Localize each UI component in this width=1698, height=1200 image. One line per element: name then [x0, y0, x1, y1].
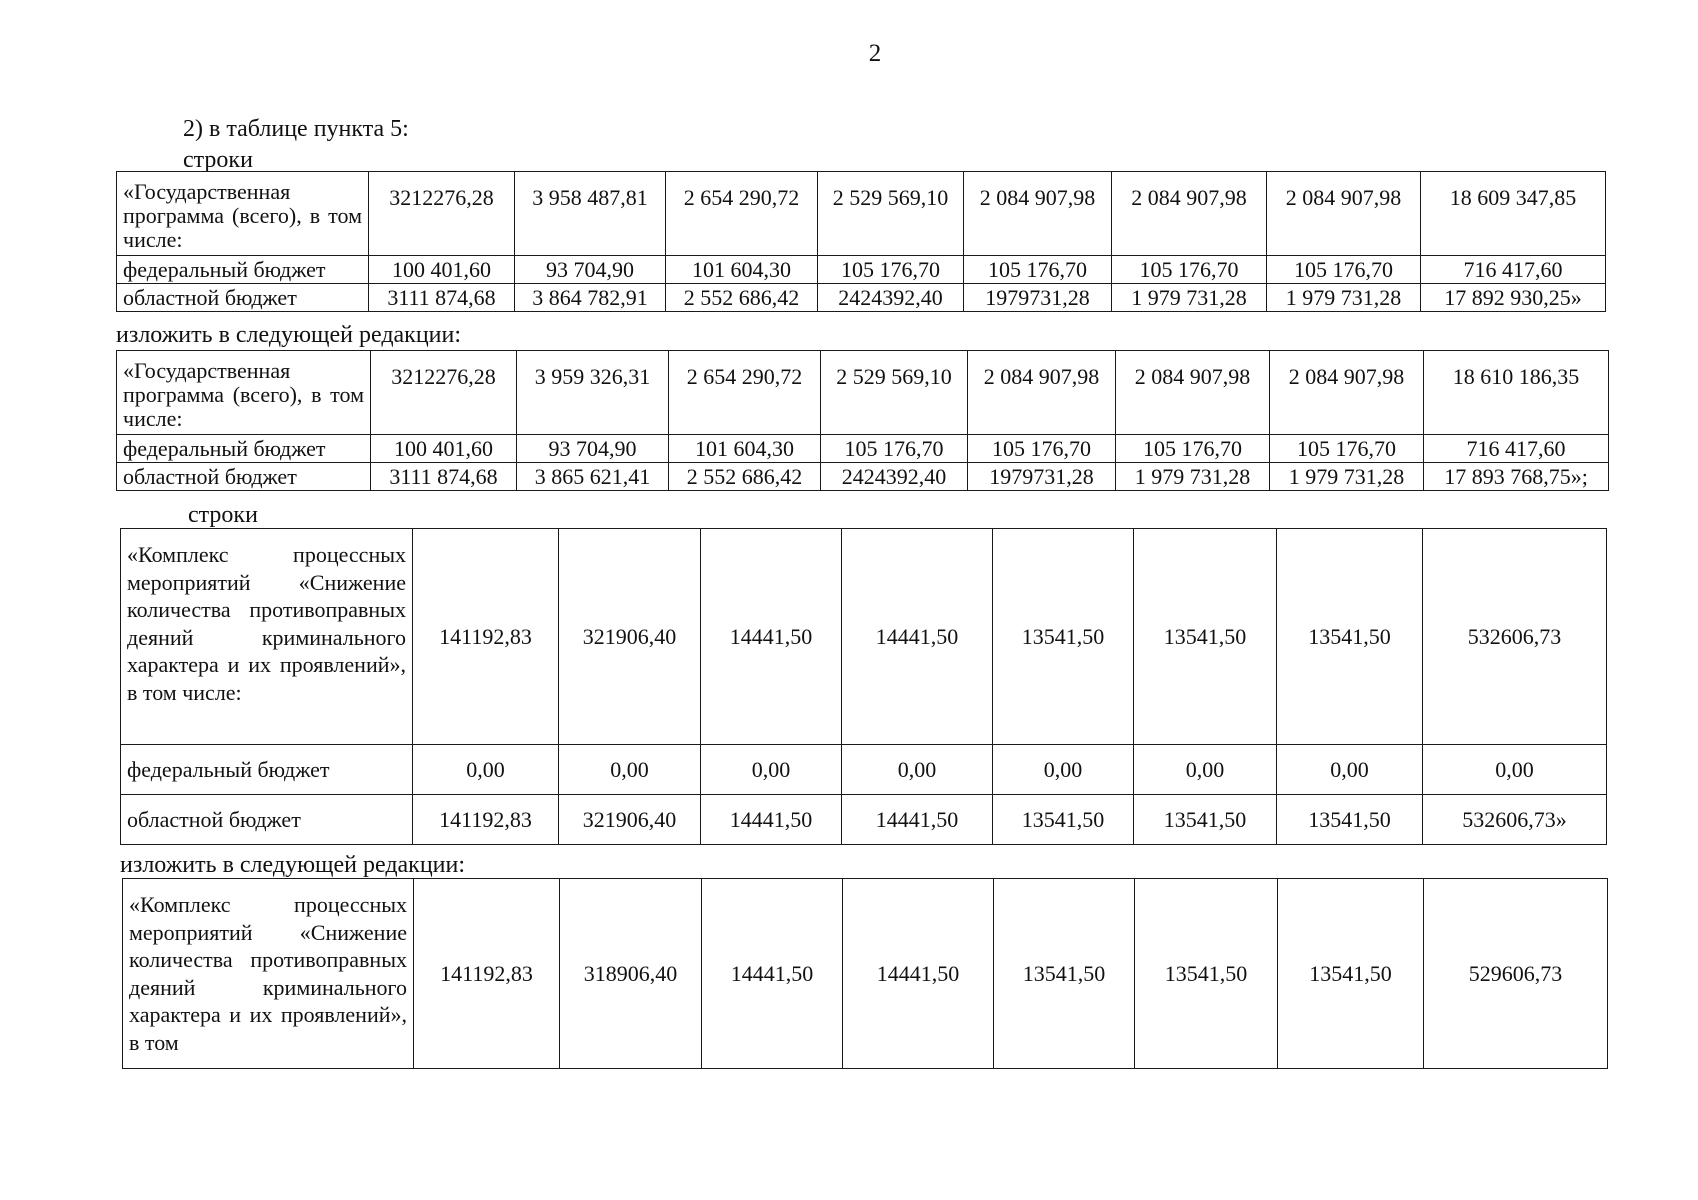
- table-row: [117, 351, 1609, 435]
- cell: 3 865 621,41: [517, 463, 669, 491]
- replace-label-1: изложить в следующей редакции:: [116, 322, 462, 348]
- cell: 105 176,70: [1112, 256, 1267, 284]
- cell: 716 417,60: [1424, 435, 1609, 463]
- cell: 0,00: [1423, 745, 1607, 795]
- cell: 2 654 290,72: [666, 172, 818, 256]
- cell: 14441,50: [842, 795, 993, 845]
- cell: 105 176,70: [821, 435, 968, 463]
- table-row: [117, 256, 1606, 284]
- cell: 0,00: [701, 745, 842, 795]
- cell: 14441,50: [701, 529, 842, 745]
- cell: 2 084 907,98: [1112, 172, 1267, 256]
- cell: 1979731,28: [968, 463, 1116, 491]
- cell: 2 084 907,98: [1270, 351, 1424, 435]
- cell: 2 654 290,72: [669, 351, 821, 435]
- cell: 14441,50: [702, 879, 843, 1069]
- cell: 13541,50: [1277, 529, 1423, 745]
- table-new-complex: [122, 878, 1608, 1069]
- cell: 14441,50: [843, 879, 994, 1069]
- cell: 105 176,70: [1270, 435, 1424, 463]
- cell: 13541,50: [1134, 795, 1277, 845]
- cell: 0,00: [559, 745, 701, 795]
- cell: 2 084 907,98: [968, 351, 1116, 435]
- cell: 105 176,70: [968, 435, 1116, 463]
- cell: 0,00: [842, 745, 993, 795]
- cell: 2 084 907,98: [964, 172, 1112, 256]
- cell: 101 604,30: [666, 256, 818, 284]
- row-label: областной бюджет: [117, 284, 369, 312]
- cell: 0,00: [413, 745, 559, 795]
- rows-label-2: строки: [188, 502, 258, 528]
- cell: 2 529 569,10: [818, 172, 964, 256]
- cell: 0,00: [1134, 745, 1277, 795]
- table-old-complex: [120, 528, 1607, 845]
- cell: 100 401,60: [369, 256, 515, 284]
- cell: 13541,50: [994, 879, 1135, 1069]
- cell: 2424392,40: [821, 463, 968, 491]
- cell: 2424392,40: [818, 284, 964, 312]
- table-row: [117, 463, 1609, 491]
- cell: 1 979 731,28: [1267, 284, 1421, 312]
- cell: 17 893 768,75»;: [1424, 463, 1609, 491]
- row-label: «Комплекс процессных мероприятий «Снижение количества противоправных деяний криминального характера и их проявлений», в том: [123, 879, 414, 1069]
- cell: 321906,40: [559, 795, 701, 845]
- cell: 3111 874,68: [369, 284, 515, 312]
- cell: 3212276,28: [371, 351, 517, 435]
- cell: 3111 874,68: [371, 463, 517, 491]
- row-label: областной бюджет: [121, 795, 413, 845]
- cell: 3 864 782,91: [515, 284, 666, 312]
- cell: 1979731,28: [964, 284, 1112, 312]
- row-label: федеральный бюджет: [117, 256, 369, 284]
- row-label: областной бюджет: [117, 463, 371, 491]
- row-label: «Комплекс процессных мероприятий «Снижение количества противоправных деяний криминального характера и их проявлений», в том числе:: [121, 529, 413, 745]
- cell: 716 417,60: [1421, 256, 1606, 284]
- table-row: [121, 529, 1607, 745]
- cell: 105 176,70: [964, 256, 1112, 284]
- cell: 13541,50: [1277, 795, 1423, 845]
- table-row: [117, 284, 1606, 312]
- cell: 141192,83: [414, 879, 560, 1069]
- cell: 141192,83: [413, 795, 559, 845]
- cell: 0,00: [993, 745, 1134, 795]
- replace-label-2: изложить в следующей редакции:: [120, 852, 466, 878]
- cell: 3 959 326,31: [517, 351, 669, 435]
- cell: 105 176,70: [818, 256, 964, 284]
- cell: 13541,50: [1135, 879, 1278, 1069]
- cell: 2 084 907,98: [1116, 351, 1270, 435]
- cell: 14441,50: [701, 795, 842, 845]
- table-row: [121, 745, 1607, 795]
- cell: 100 401,60: [371, 435, 517, 463]
- cell: 3 958 487,81: [515, 172, 666, 256]
- cell: 2 529 569,10: [821, 351, 968, 435]
- intro-text: 2) в таблице пункта 5:: [183, 116, 409, 142]
- cell: 529606,73: [1424, 879, 1608, 1069]
- cell: 18 609 347,85: [1421, 172, 1606, 256]
- cell: 13541,50: [993, 795, 1134, 845]
- table-new-program: [116, 350, 1609, 491]
- cell: 14441,50: [842, 529, 993, 745]
- table-row: [123, 879, 1608, 1069]
- cell: 2 552 686,42: [666, 284, 818, 312]
- page-number: 2: [868, 40, 882, 67]
- cell: 532606,73: [1423, 529, 1607, 745]
- row-label: «Государственная программа (всего), в том числе:: [117, 172, 369, 256]
- table-row: [121, 795, 1607, 845]
- cell: 93 704,90: [517, 435, 669, 463]
- cell: 17 892 930,25»: [1421, 284, 1606, 312]
- cell: 3212276,28: [369, 172, 515, 256]
- row-label: федеральный бюджет: [121, 745, 413, 795]
- cell: 1 979 731,28: [1116, 463, 1270, 491]
- cell: 13541,50: [1278, 879, 1424, 1069]
- table-old-program: [116, 171, 1606, 312]
- cell: 105 176,70: [1267, 256, 1421, 284]
- cell: 93 704,90: [515, 256, 666, 284]
- cell: 101 604,30: [669, 435, 821, 463]
- cell: 321906,40: [559, 529, 701, 745]
- cell: 105 176,70: [1116, 435, 1270, 463]
- cell: 13541,50: [993, 529, 1134, 745]
- cell: 2 552 686,42: [669, 463, 821, 491]
- rows-label-1: строки: [183, 147, 253, 173]
- cell: 532606,73»: [1423, 795, 1607, 845]
- table-row: [117, 435, 1609, 463]
- cell: 0,00: [1277, 745, 1423, 795]
- row-label: федеральный бюджет: [117, 435, 371, 463]
- cell: 141192,83: [413, 529, 559, 745]
- cell: 1 979 731,28: [1112, 284, 1267, 312]
- row-label: «Государственная программа (всего), в том числе:: [117, 351, 371, 435]
- cell: 1 979 731,28: [1270, 463, 1424, 491]
- cell: 13541,50: [1134, 529, 1277, 745]
- table-row: [117, 172, 1606, 256]
- cell: 318906,40: [560, 879, 702, 1069]
- cell: 18 610 186,35: [1424, 351, 1609, 435]
- cell: 2 084 907,98: [1267, 172, 1421, 256]
